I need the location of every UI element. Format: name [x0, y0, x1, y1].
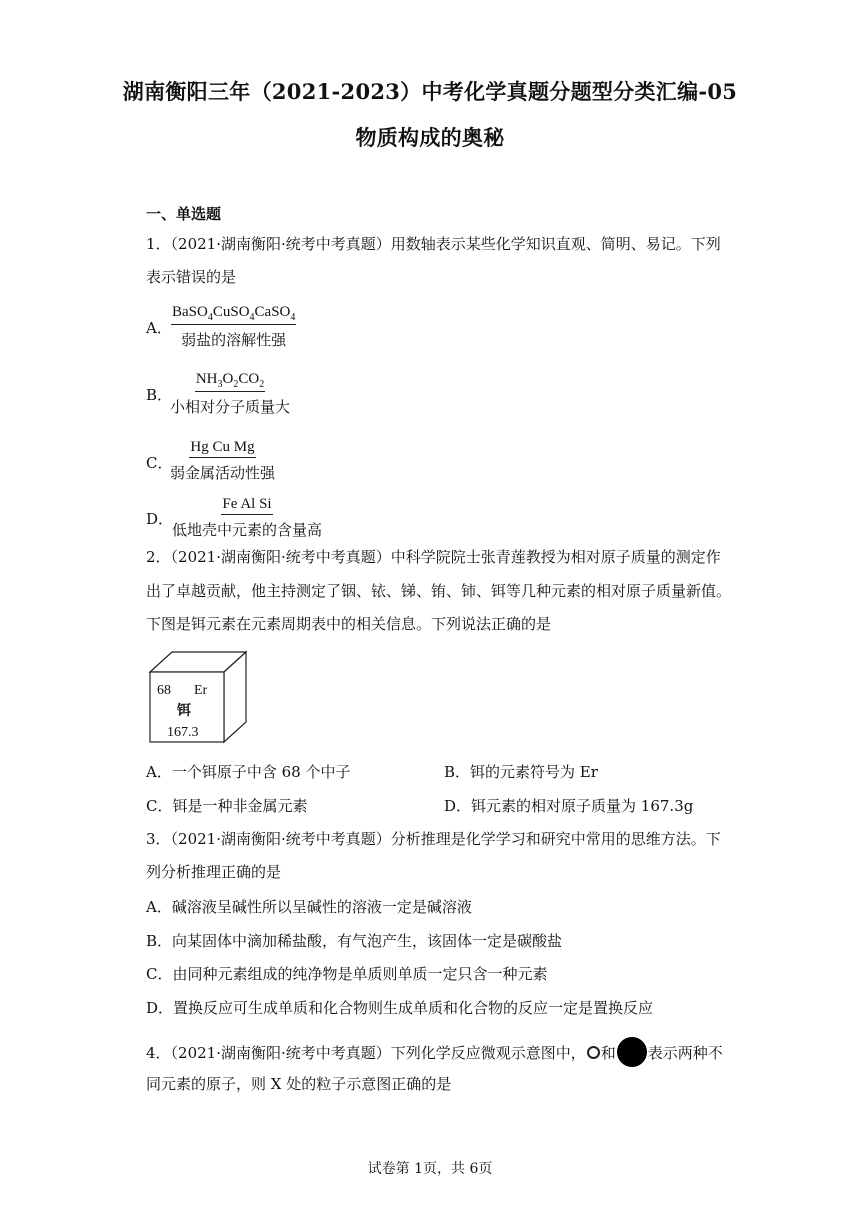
q4-stem-text-pre: 4．（2021·湖南衡阳·统考中考真题）下列化学反应微观示意图中， [146, 1043, 586, 1062]
q2-option-a: A．一个铒原子中含 68 个中子 [146, 763, 351, 781]
element-number: 68 [157, 683, 171, 698]
q1-option-c-axis-label: 弱金属活动性强 [170, 464, 276, 482]
element-symbol: Er [194, 683, 208, 698]
q1-option-b-axis [170, 369, 290, 417]
q4-stem-line1 [146, 1037, 723, 1067]
q1-option-a-axis-label: 弱盐的溶解性强 [181, 331, 287, 349]
q1-option-c-axis-top: Hg Cu Mg [189, 439, 255, 458]
q2-stem-line2: 出了卓越贡献，他主持测定了铟、铱、锑、铕、铈、铒等几种元素的相对原子质量新值。 [146, 582, 732, 600]
doc-title-line2: 物质构成的奥秘 [355, 125, 505, 150]
q3-stem-line1: 3．（2021·湖南衡阳·统考中考真题）分析推理是化学学习和研究中常用的思维方法。下 [146, 830, 721, 848]
black-atom-icon [617, 1037, 647, 1067]
q1-option-d-letter: D． [146, 510, 174, 528]
element-card-erbium [148, 650, 248, 750]
q1-option-c-axis [170, 437, 275, 483]
q1-option-b-axis-top: $NH_3O_2CO_2$ [195, 371, 265, 390]
q2-stem-line3: 下图是铒元素在元素周期表中的相关信息。下列说法正确的是 [146, 615, 552, 633]
element-name: 铒 [177, 703, 191, 719]
q3-option-d: D．置换反应可生成单质和化合物则生成单质和化合物的反应一定是置换反应 [146, 999, 654, 1017]
q1-option-a-letter: A． [146, 319, 172, 337]
q1-option-d-axis-top: Fe Al Si [221, 496, 272, 515]
q4-stem-line2: 同元素的原子，则 X 处的粒子示意图正确的是 [146, 1075, 452, 1093]
white-atom-icon [587, 1046, 600, 1059]
q2-stem-line1: 2．（2021·湖南衡阳·统考中考真题）中科学院院士张青莲教授为相对原子质量的测定作 [146, 548, 721, 566]
q3-option-b: B．向某固体中滴加稀盐酸，有气泡产生，该固体一定是碳酸盐 [146, 932, 563, 950]
q2-option-c: C．铒是一种非金属元素 [146, 797, 308, 815]
q1-option-a-axis-top: BaSO$_4$CuSO$_4$CaSO$_4$ [172, 304, 296, 323]
q1-option-a-axis [171, 302, 296, 350]
q1-option-b-axis-label: 小相对分子质量大 [170, 398, 291, 416]
q4-stem-text-and: 和 [600, 1043, 616, 1062]
q1-option-b-letter: B． [146, 386, 173, 404]
section-heading: 一、单选题 [146, 205, 222, 223]
q3-option-c: C．由同种元素组成的纯净物是单质则单质一定只含一种元素 [146, 965, 548, 983]
q4-stem-text-post: 表示两种不 [647, 1043, 723, 1062]
q2-option-b: B．铒的元素符号为 Er [444, 763, 598, 781]
element-card-box [148, 650, 248, 746]
element-mass: 167.3 [167, 725, 199, 740]
q1-stem-line1: 1．（2021·湖南衡阳·统考中考真题）用数轴表示某些化学知识直观、简明、易记。下列 [146, 235, 721, 253]
q1-option-c-letter: C． [146, 454, 173, 472]
q3-stem-line2: 列分析推理正确的是 [146, 863, 282, 881]
doc-title-line1: 湖南衡阳三年（2021-2023）中考化学真题分题型分类汇编-05 [122, 79, 738, 104]
q1-option-d-axis [172, 494, 322, 540]
q2-option-d: D．铒元素的相对原子质量为 167.3g [444, 797, 694, 815]
q1-stem-line2: 表示错误的是 [146, 268, 237, 286]
q3-option-a: A．碱溶液呈碱性所以呈碱性的溶液一定是碱溶液 [146, 898, 472, 916]
page-footer: 试卷第 1页，共 6页 [367, 1161, 493, 1177]
q1-option-d-axis-label: 低地壳中元素的含量高 [172, 521, 323, 539]
